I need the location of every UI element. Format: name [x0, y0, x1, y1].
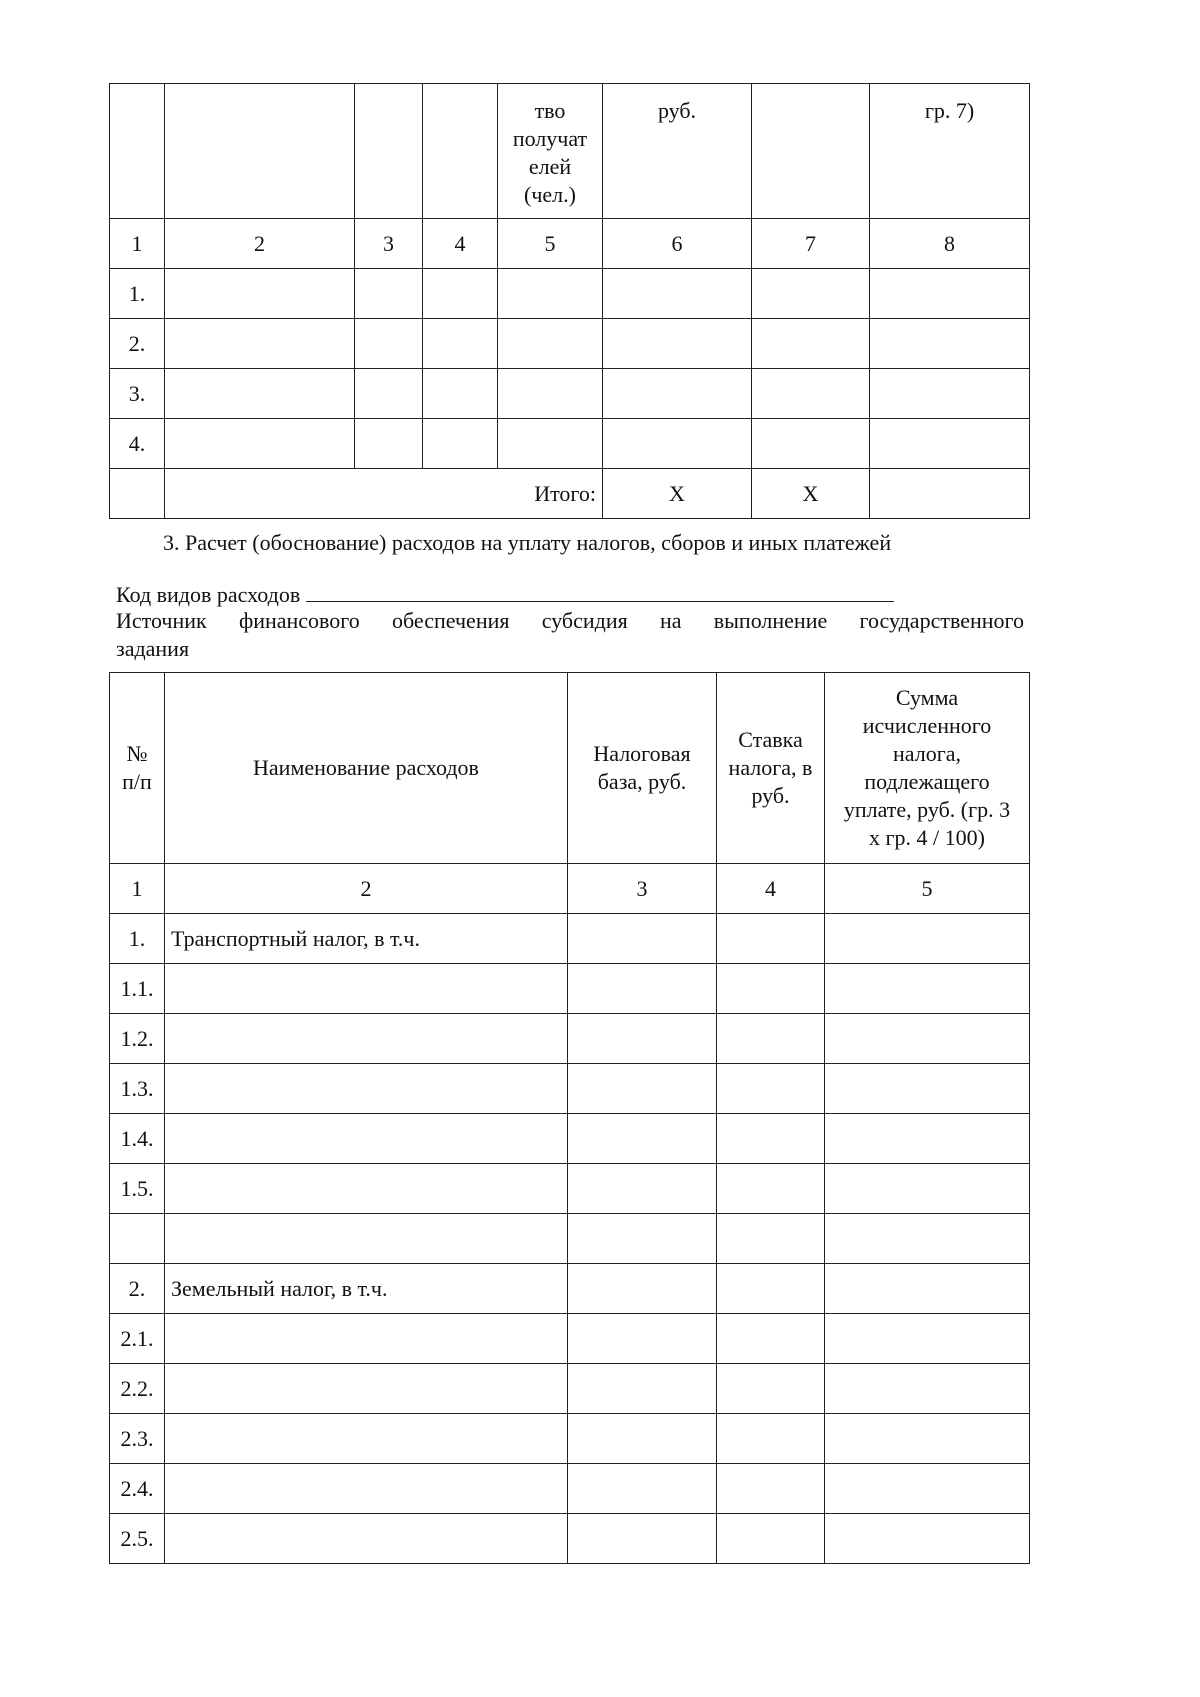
table-cell[interactable] — [603, 369, 752, 419]
table-cell[interactable] — [603, 269, 752, 319]
header-label: Налоговая база, руб. — [593, 741, 691, 794]
table1-col-number: 5 — [498, 219, 603, 269]
expense-name — [165, 1214, 568, 1264]
table-cell[interactable] — [825, 964, 1030, 1014]
total-col8[interactable] — [870, 469, 1030, 519]
table-cell[interactable] — [717, 964, 825, 1014]
expense-name — [165, 1314, 568, 1364]
table-cell[interactable] — [568, 964, 717, 1014]
table-row — [110, 1264, 1030, 1314]
table-cell[interactable] — [498, 319, 603, 369]
funding-source-line-continued: задания — [116, 636, 190, 661]
table-cell[interactable] — [717, 1464, 825, 1514]
expense-name — [165, 1064, 568, 1114]
table-cell[interactable] — [165, 269, 355, 319]
table1-header-cell — [423, 84, 498, 219]
table2-header-row — [110, 673, 1030, 864]
row-number: 1.1. — [110, 964, 165, 1014]
table1-col-number: 1 — [110, 219, 165, 269]
table-cell[interactable] — [423, 319, 498, 369]
header-label: № п/п — [122, 741, 152, 794]
table2-body — [110, 914, 1030, 1564]
table-row — [110, 914, 1030, 964]
recipients-table — [109, 83, 1030, 519]
table-cell[interactable] — [717, 1314, 825, 1364]
table1-column-numbers-row — [110, 219, 1030, 269]
table1-col-number: 6 — [603, 219, 752, 269]
row-number: 1.4. — [110, 1114, 165, 1164]
table-row — [110, 1414, 1030, 1464]
expense-code-label: Код видов расходов — [116, 582, 301, 607]
table-cell[interactable] — [717, 1264, 825, 1314]
table-cell[interactable] — [568, 1514, 717, 1564]
table-cell[interactable] — [568, 1214, 717, 1264]
table1-header-label: тво получат елей (чел.) — [512, 98, 588, 207]
table-cell[interactable] — [717, 1064, 825, 1114]
row-number: 1. — [110, 914, 165, 964]
table-cell[interactable] — [603, 319, 752, 369]
table2-column-numbers-row — [110, 864, 1030, 914]
table-row — [110, 1064, 1030, 1114]
row-number: 2.4. — [110, 1464, 165, 1514]
table-cell[interactable] — [165, 319, 355, 369]
header-label: Сумма исчисленного налога, подлежащего уплате, руб. (гр. 3 х гр. 4 / 100) — [843, 685, 1011, 850]
table-cell[interactable] — [165, 419, 355, 469]
header-name — [165, 673, 568, 864]
total-col7: X — [752, 469, 870, 519]
table-cell[interactable] — [825, 1464, 1030, 1514]
table-cell[interactable] — [825, 1064, 1030, 1114]
table1-header-cell — [110, 84, 165, 219]
table-cell[interactable] — [870, 319, 1030, 369]
table1-header-cell — [752, 84, 870, 219]
header-tax-base — [568, 673, 717, 864]
table-cell[interactable] — [423, 369, 498, 419]
expense-name — [165, 1114, 568, 1164]
header-num — [110, 673, 165, 864]
table1-header-cell — [165, 84, 355, 219]
table1-header-row — [110, 84, 1030, 219]
header-label: Ставка налога, в руб. — [728, 727, 813, 808]
expense-name — [165, 1014, 568, 1064]
table-cell[interactable] — [825, 1514, 1030, 1564]
table-cell[interactable] — [825, 1164, 1030, 1214]
table-cell[interactable] — [165, 369, 355, 419]
table-row — [110, 319, 1030, 369]
table-row — [110, 1514, 1030, 1564]
table-cell[interactable] — [717, 1214, 825, 1264]
table-row — [110, 1114, 1030, 1164]
table-cell[interactable] — [423, 419, 498, 469]
table-cell[interactable] — [568, 1064, 717, 1114]
table-row — [110, 964, 1030, 1014]
table-cell[interactable] — [568, 1014, 717, 1064]
table2-col-number: 1 — [110, 864, 165, 914]
row-number: 1.5. — [110, 1164, 165, 1214]
table1-header-col8 — [870, 84, 1030, 219]
table-cell — [110, 469, 165, 519]
table-cell[interactable] — [717, 1164, 825, 1214]
table-cell[interactable] — [752, 319, 870, 369]
table-cell[interactable] — [870, 269, 1030, 319]
table-row — [110, 419, 1030, 469]
table-row — [110, 1364, 1030, 1414]
expense-name: Земельный налог, в т.ч. — [165, 1264, 568, 1314]
table-cell[interactable] — [870, 369, 1030, 419]
table2-col-number: 3 — [568, 864, 717, 914]
row-number: 3. — [110, 369, 165, 419]
table-cell[interactable] — [752, 269, 870, 319]
row-number: 1.3. — [110, 1064, 165, 1114]
table-row — [110, 1314, 1030, 1364]
table-cell[interactable] — [603, 419, 752, 469]
table-row — [110, 1214, 1030, 1264]
table-cell[interactable] — [717, 1414, 825, 1464]
row-number: 2.1. — [110, 1314, 165, 1364]
table-cell[interactable] — [825, 1414, 1030, 1464]
table-cell[interactable] — [568, 914, 717, 964]
expense-name — [165, 1164, 568, 1214]
table-cell[interactable] — [825, 914, 1030, 964]
table-cell[interactable] — [717, 914, 825, 964]
table-cell[interactable] — [825, 1264, 1030, 1314]
expense-name — [165, 1464, 568, 1514]
expense-name — [165, 1364, 568, 1414]
table-cell[interactable] — [355, 369, 423, 419]
table-cell[interactable] — [568, 1464, 717, 1514]
table2-col-number: 5 — [825, 864, 1030, 914]
table-cell[interactable] — [423, 269, 498, 319]
section-heading: 3. Расчет (обоснование) расходов на уплату налогов, сборов и иных платежей — [163, 530, 892, 555]
table-cell[interactable] — [568, 1114, 717, 1164]
table-row — [110, 1464, 1030, 1514]
table-cell[interactable] — [752, 369, 870, 419]
table-cell[interactable] — [717, 1514, 825, 1564]
expense-name — [165, 1414, 568, 1464]
row-number: 1.2. — [110, 1014, 165, 1064]
taxes-table — [109, 672, 1030, 1564]
expense-code-field[interactable] — [306, 579, 894, 602]
table-cell[interactable] — [825, 1364, 1030, 1414]
header-tax-rate — [717, 673, 825, 864]
table-row — [110, 1014, 1030, 1064]
header-tax-sum — [825, 673, 1030, 864]
table-cell[interactable] — [717, 1364, 825, 1414]
row-number: 2.5. — [110, 1514, 165, 1564]
table-cell[interactable] — [568, 1364, 717, 1414]
total-label: Итого: — [165, 469, 603, 519]
table1-header-cell — [355, 84, 423, 219]
row-number: 4. — [110, 419, 165, 469]
row-number: 2. — [110, 319, 165, 369]
table1-header-rub — [603, 84, 752, 219]
expense-name: Транспортный налог, в т.ч. — [165, 914, 568, 964]
expense-code-line — [116, 579, 894, 609]
table-cell[interactable] — [498, 269, 603, 319]
total-col6: X — [603, 469, 752, 519]
table-cell[interactable] — [825, 1114, 1030, 1164]
table1-col-number: 4 — [423, 219, 498, 269]
row-number: 2. — [110, 1264, 165, 1314]
table1-header-recipients-count — [498, 84, 603, 219]
table-cell[interactable] — [355, 319, 423, 369]
table1-total-row — [110, 469, 1030, 519]
table-cell[interactable] — [825, 1214, 1030, 1264]
table-row — [110, 1164, 1030, 1214]
table-cell[interactable] — [717, 1114, 825, 1164]
row-number: 2.3. — [110, 1414, 165, 1464]
expense-name — [165, 1514, 568, 1564]
table1-col-number: 7 — [752, 219, 870, 269]
table-cell[interactable] — [355, 419, 423, 469]
table-cell[interactable] — [568, 1264, 717, 1314]
row-number: 2.2. — [110, 1364, 165, 1414]
table-row — [110, 269, 1030, 319]
table1-col-number: 8 — [870, 219, 1030, 269]
table-cell[interactable] — [568, 1314, 717, 1364]
table1-col-number: 3 — [355, 219, 423, 269]
header-label: Наименование расходов — [253, 755, 479, 780]
row-number: 1. — [110, 269, 165, 319]
table1-col-number: 2 — [165, 219, 355, 269]
table2-col-number: 2 — [165, 864, 568, 914]
funding-source-line: Источник финансового обеспечения субсидия на выполнение государственного — [116, 608, 1024, 633]
table-cell[interactable] — [870, 419, 1030, 469]
table-cell[interactable] — [498, 369, 603, 419]
table-cell[interactable] — [752, 419, 870, 469]
table1-header-label: гр. 7) — [924, 98, 975, 123]
table1-header-label: руб. — [657, 98, 697, 123]
table2-col-number: 4 — [717, 864, 825, 914]
table-cell[interactable] — [568, 1414, 717, 1464]
table-cell[interactable] — [825, 1314, 1030, 1364]
table-cell[interactable] — [825, 1014, 1030, 1064]
table-cell[interactable] — [568, 1164, 717, 1214]
table-cell[interactable] — [355, 269, 423, 319]
table-cell[interactable] — [717, 1014, 825, 1064]
table-row — [110, 369, 1030, 419]
row-number — [110, 1214, 165, 1264]
expense-name — [165, 964, 568, 1014]
table-cell[interactable] — [498, 419, 603, 469]
